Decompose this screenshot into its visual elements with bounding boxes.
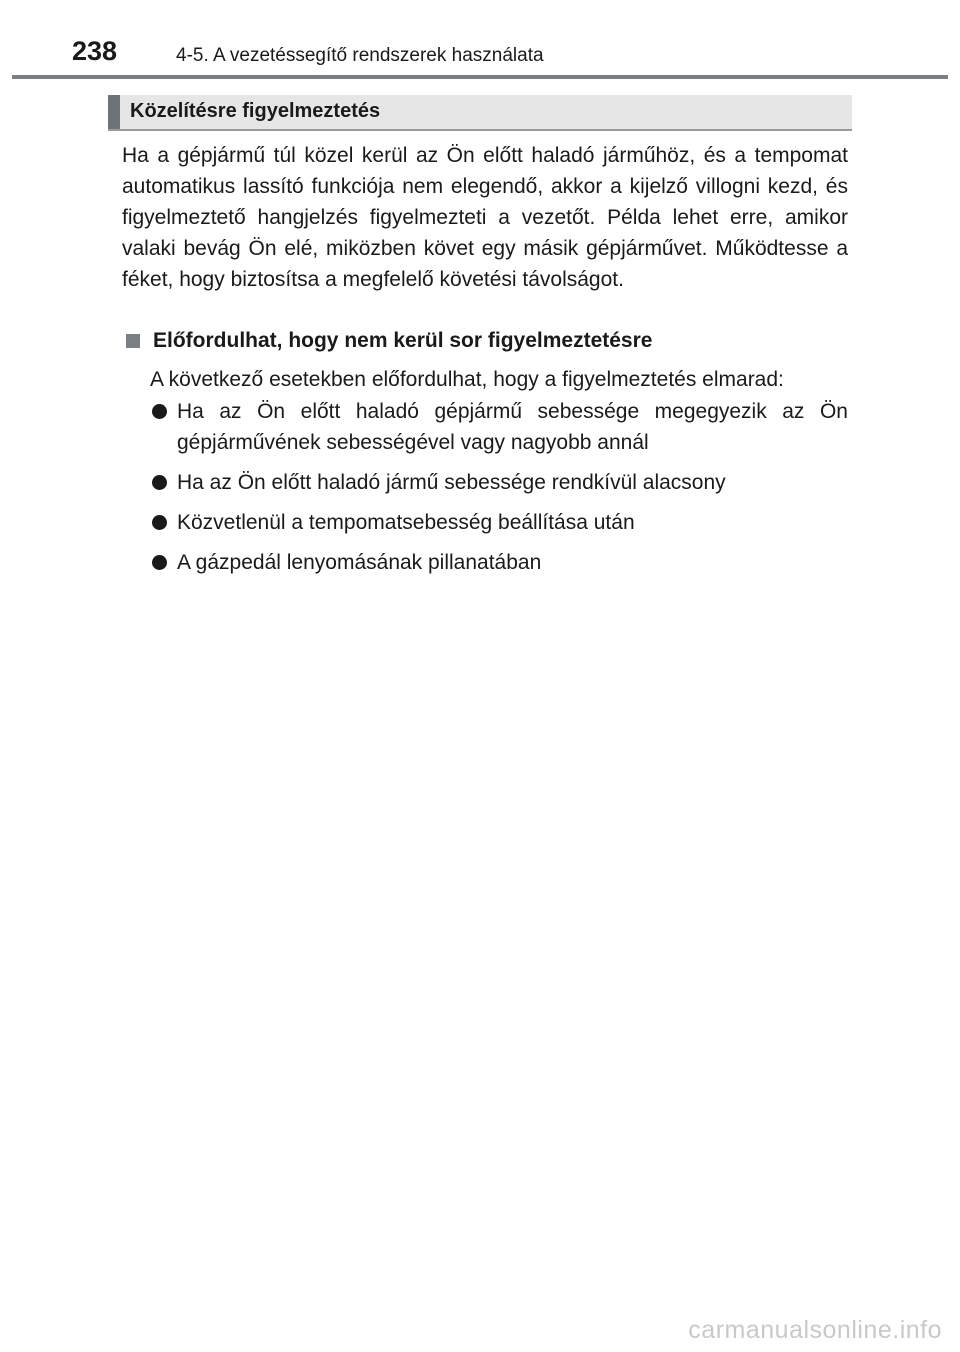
section-paragraph: Ha a gépjármű túl közel kerül az Ön előtt haladó járműhöz, és a tempomat automatikus lassító funkciója nem elegendő, akkor a kijelző villogni kezd, és figyelmeztető hangjelzés figyelmezteti a vezetőt. Példa lehet erre, amikor valaki bevág Ön elé, miközben követ egy másik gépjárművet. Működtesse a féket, hogy biztosítsa a megfelelő követési távolságot. xyxy=(122,144,848,291)
bullet-dot-icon xyxy=(152,404,167,419)
square-icon xyxy=(126,334,140,348)
list-item xyxy=(150,547,848,578)
bullet-dot-icon xyxy=(152,475,167,490)
section-heading xyxy=(108,95,852,131)
list-item-text: Ha az Ön előtt haladó jármű sebessége rendkívül alacsony xyxy=(177,471,726,494)
list-item xyxy=(150,507,848,538)
section-heading-text: Közelítésre figyelmeztetés xyxy=(130,100,381,122)
list-item-text: Közvetlenül a tempomatsebesség beállítása után xyxy=(177,511,635,534)
list-item xyxy=(150,396,848,458)
section-heading-bar xyxy=(108,95,120,129)
watermark[interactable]: carmanualsonline.info xyxy=(688,1316,942,1344)
subsection-heading xyxy=(126,325,848,356)
subsection-intro: A következő esetekben előfordulhat, hogy a figyelmeztetés elmarad: xyxy=(150,368,784,391)
bullet-list xyxy=(150,396,848,587)
list-item-text: Ha az Ön előtt haladó gépjármű sebessége megegyezik az Ön gépjárművének sebességével vagy nagyobb annál xyxy=(177,400,848,454)
bullet-dot-icon xyxy=(152,515,167,530)
header-divider xyxy=(12,75,948,79)
bullet-dot-icon xyxy=(152,555,167,570)
list-item xyxy=(150,467,848,498)
page-number: 238 xyxy=(72,36,118,66)
subsection-heading-text: Előfordulhat, hogy nem kerül sor figyelmeztetésre xyxy=(153,329,653,352)
list-item-text: A gázpedál lenyomásának pillanatában xyxy=(177,551,542,574)
chapter-title: 4-5. A vezetéssegítő rendszerek használata xyxy=(176,45,544,66)
